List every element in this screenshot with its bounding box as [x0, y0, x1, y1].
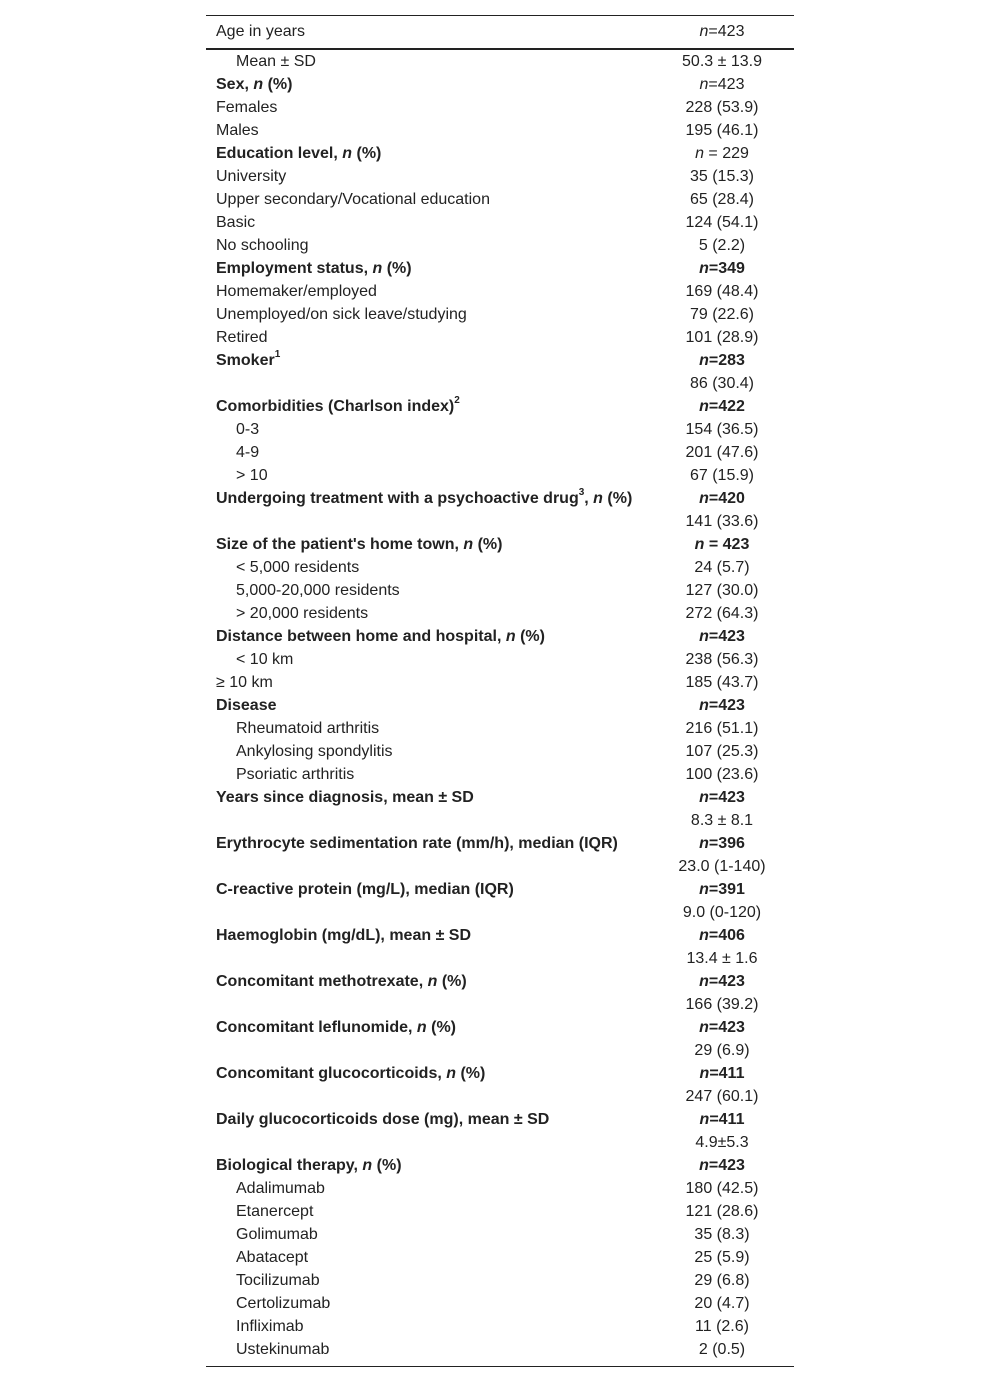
row-value: 121 (28.6) [685, 1202, 759, 1220]
table-row [206, 510, 794, 533]
row-label: Size of the patient's home town, n (%) [216, 535, 503, 553]
row-value: 2 (0.5) [698, 1340, 746, 1358]
row-value: n=423 [699, 696, 745, 714]
row-label: > 20,000 residents [236, 604, 369, 622]
row-label: Males [216, 121, 259, 139]
table-row [206, 947, 794, 970]
table-row [206, 970, 794, 993]
table-row [206, 464, 794, 487]
footnote-marker: 1 [274, 349, 281, 361]
row-value: 4.9±5.3 [695, 1133, 749, 1151]
table-row [206, 855, 794, 878]
row-value: 5 (2.2) [698, 236, 746, 254]
row-value: n=423 [699, 1018, 745, 1036]
row-value: n=423 [699, 1156, 745, 1174]
row-value: 166 (39.2) [685, 995, 759, 1013]
row-label: Certolizumab [236, 1294, 331, 1312]
row-label: Ankylosing spondylitis [236, 742, 393, 760]
row-label: Psoriatic arthritis [236, 765, 355, 783]
table-row [206, 280, 794, 303]
table-row [206, 1200, 794, 1223]
row-value: 29 (6.9) [694, 1041, 750, 1059]
row-value: 107 (25.3) [685, 742, 759, 760]
row-value: n=420 [699, 489, 745, 507]
row-value: 13.4 ± 1.6 [686, 949, 758, 967]
table-row [206, 786, 794, 809]
table-row [206, 1062, 794, 1085]
table-row [206, 602, 794, 625]
row-value: 185 (43.7) [685, 673, 759, 691]
row-value: 127 (30.0) [685, 581, 759, 599]
row-value: n=349 [699, 259, 745, 277]
row-label: Homemaker/employed [216, 282, 377, 300]
row-value: n = 423 [694, 535, 750, 553]
row-label: Upper secondary/Vocational education [216, 190, 490, 208]
table-row [206, 188, 794, 211]
row-label: Retired [216, 328, 268, 346]
row-label: < 5,000 residents [236, 558, 360, 576]
row-label: Golimumab [236, 1225, 318, 1243]
row-label: 5,000-20,000 residents [236, 581, 400, 599]
row-label: > 10 [236, 466, 268, 484]
row-label: University [216, 167, 287, 185]
row-label: Employment status, n (%) [216, 259, 412, 277]
table-row [206, 832, 794, 855]
row-value: 20 (4.7) [694, 1294, 750, 1312]
row-value: 124 (54.1) [685, 213, 759, 231]
table-row [206, 625, 794, 648]
row-value: 35 (15.3) [689, 167, 755, 185]
row-label: Infliximab [236, 1317, 304, 1335]
table-row [206, 96, 794, 119]
table-row [206, 1131, 794, 1154]
table-row [206, 487, 794, 510]
row-label: Females [216, 98, 278, 116]
table-row [206, 924, 794, 947]
row-value: n=411 [699, 1110, 745, 1128]
row-label: Haemoglobin (mg/dL), mean ± SD [216, 926, 472, 944]
row-value: 272 (64.3) [685, 604, 759, 622]
row-label: Comorbidities (Charlson index)$^2$ [216, 395, 460, 415]
row-label: Etanercept [236, 1202, 314, 1220]
row-value: 86 (30.4) [689, 374, 755, 392]
table-row [206, 1315, 794, 1338]
row-value: n=423 [699, 75, 745, 93]
table-row [206, 533, 794, 556]
table-row [206, 303, 794, 326]
row-value: 50.3 ± 13.9 [682, 52, 762, 70]
table-header [206, 16, 794, 50]
table-bottom-rule [206, 1366, 794, 1367]
table-row [206, 1085, 794, 1108]
table-row [206, 993, 794, 1016]
table-row [206, 1108, 794, 1131]
row-label: Concomitant methotrexate, n (%) [216, 972, 467, 990]
row-value: 100 (23.6) [685, 765, 759, 783]
table-row [206, 418, 794, 441]
row-label: Adalimumab [236, 1179, 325, 1197]
table-row [206, 165, 794, 188]
row-value: 228 (53.9) [685, 98, 759, 116]
row-label: Basic [216, 213, 256, 231]
row-value: n=406 [699, 926, 745, 944]
row-label: < 10 km [236, 650, 294, 668]
table-row [206, 1177, 794, 1200]
row-label: Education level, n (%) [216, 144, 382, 162]
footnote-marker: 2 [454, 395, 460, 407]
table-row [206, 234, 794, 257]
row-label: Ustekinumab [236, 1340, 330, 1358]
row-value: n=422 [699, 397, 745, 415]
table-row [206, 441, 794, 464]
row-value: 25 (5.9) [694, 1248, 750, 1266]
row-label: Concomitant leflunomide, n (%) [216, 1018, 456, 1036]
row-label: ≥ 10 km [216, 673, 273, 691]
row-value: 35 (8.3) [694, 1225, 750, 1243]
row-label: Biological therapy, n (%) [216, 1156, 402, 1174]
row-value: n=396 [699, 834, 745, 852]
row-label: Sex, n (%) [216, 75, 293, 93]
row-value: n=423 [699, 972, 745, 990]
row-label: 4-9 [236, 443, 260, 461]
table-row [206, 372, 794, 395]
row-value: n = 229 [695, 144, 749, 162]
row-value: 141 (33.6) [685, 512, 759, 530]
row-value: 238 (56.3) [685, 650, 759, 668]
table-body [206, 50, 794, 1361]
row-label: Concomitant glucocorticoids, n (%) [216, 1064, 486, 1082]
table-row [206, 1039, 794, 1062]
table-row [206, 211, 794, 234]
row-label: C-reactive protein (mg/L), median (IQR) [216, 880, 514, 898]
row-label: Abatacept [236, 1248, 309, 1266]
row-label: Daily glucocorticoids dose (mg), mean ± SD [216, 1110, 550, 1128]
row-value: 180 (42.5) [685, 1179, 759, 1197]
table-row [206, 119, 794, 142]
row-label: No schooling [216, 236, 309, 254]
table-row [206, 1269, 794, 1292]
row-value: 216 (51.1) [685, 719, 759, 737]
row-value: 154 (36.5) [685, 420, 759, 438]
row-label: Unemployed/on sick leave/studying [216, 305, 467, 323]
table-row [206, 1016, 794, 1039]
row-value: n=283 [699, 351, 745, 369]
row-label: Distance between home and hospital, n (%) [216, 627, 545, 645]
table-row [206, 648, 794, 671]
table-row [206, 349, 794, 372]
row-label: Tocilizumab [236, 1271, 320, 1289]
row-label: Smoker$^1$ [216, 349, 281, 369]
row-value: 65 (28.4) [689, 190, 755, 208]
row-label: Disease [216, 696, 277, 714]
table-row [206, 763, 794, 786]
table-row [206, 717, 794, 740]
table-row [206, 809, 794, 832]
table-row [206, 1246, 794, 1269]
row-label: Mean ± SD [236, 52, 316, 70]
row-label: Years since diagnosis, mean ± SD [216, 788, 474, 806]
table-row [206, 740, 794, 763]
row-label: Rheumatoid arthritis [236, 719, 380, 737]
table-row [206, 142, 794, 165]
footnote-marker: 3 [578, 487, 585, 499]
table-row [206, 901, 794, 924]
table-row [206, 326, 794, 349]
characteristics-table [206, 15, 794, 1367]
row-value: n=423 [699, 627, 745, 645]
table-row [206, 671, 794, 694]
table-row [206, 257, 794, 280]
header-value: n=423 [699, 23, 745, 40]
row-value: 201 (47.6) [685, 443, 759, 461]
row-value: 23.0 (1-140) [678, 857, 766, 875]
table-row [206, 694, 794, 717]
row-value: 101 (28.9) [685, 328, 759, 346]
table-row [206, 1223, 794, 1246]
table-row [206, 395, 794, 418]
row-value: 79 (22.6) [689, 305, 755, 323]
row-label: Undergoing treatment with a psychoactive drug$^3$, n (%) [216, 487, 633, 507]
row-label: 0-3 [236, 420, 260, 438]
row-value: 11 (2.6) [695, 1317, 749, 1335]
row-value: 29 (6.8) [694, 1271, 750, 1289]
table-row [206, 73, 794, 96]
row-value: n=411 [699, 1064, 745, 1082]
row-value: 247 (60.1) [685, 1087, 759, 1105]
table-row [206, 1154, 794, 1177]
row-value: 24 (5.7) [694, 558, 750, 576]
table-row [206, 50, 794, 73]
header-label: Age in years [216, 23, 305, 40]
row-label: Erythrocyte sedimentation rate (mm/h), median (IQR) [216, 834, 618, 852]
table-row [206, 579, 794, 602]
row-value: 195 (46.1) [685, 121, 759, 139]
row-value: 169 (48.4) [685, 282, 759, 300]
row-value: 67 (15.9) [689, 466, 755, 484]
row-value: n=391 [699, 880, 745, 898]
table-row [206, 878, 794, 901]
table-row [206, 1292, 794, 1315]
row-value: n=423 [699, 788, 745, 806]
table-row [206, 556, 794, 579]
table-row [206, 1338, 794, 1361]
row-value: 8.3 ± 8.1 [690, 811, 754, 829]
row-value: 9.0 (0-120) [682, 903, 762, 921]
